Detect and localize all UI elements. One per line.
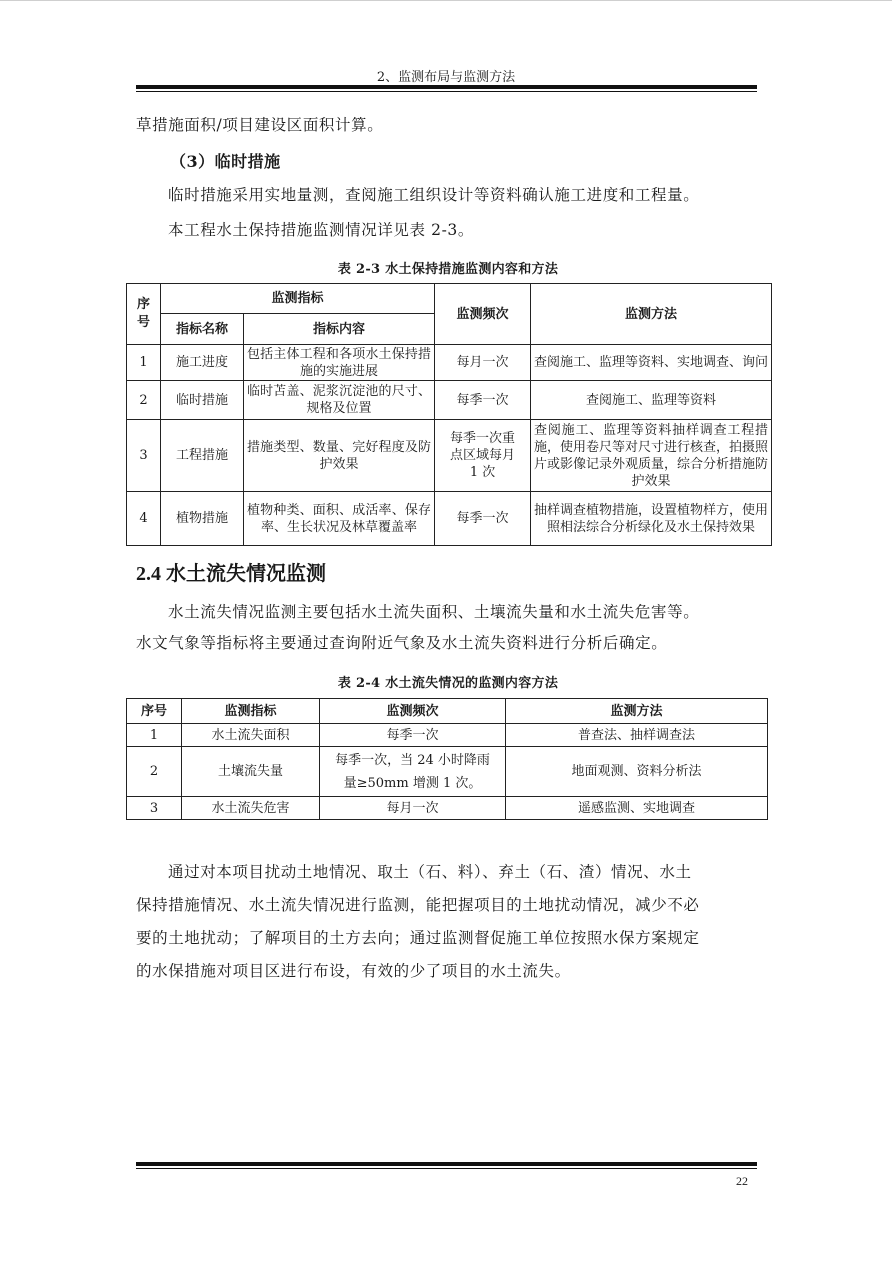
table-2-4-header-indicator: 监测指标	[182, 699, 320, 724]
table-2-3	[126, 283, 772, 546]
subsection-heading: （3）临时措施	[170, 152, 281, 171]
table-2-3-header-indicator-content: 指标内容	[244, 314, 435, 345]
header-rule-thick	[136, 85, 757, 89]
table-2-4-header-frequency: 监测频次	[320, 699, 506, 724]
table-2-4-caption: 表 2-4 水土流失情况的监测内容方法	[337, 676, 559, 691]
paragraph-1: 草措施面积/项目建设区面积计算。	[136, 116, 384, 134]
table-row: 2 临时措施 临时苫盖、泥浆沉淀池的尺寸、规格及位置 每季一次 查阅施工、监理等资料	[127, 381, 772, 420]
table-row: 3 水土流失危害 每月一次 遥感监测、实地调查	[127, 797, 768, 820]
table-2-4	[126, 698, 768, 820]
table-2-3-header-indicator: 监测指标	[161, 284, 435, 314]
table-2-4-header-no: 序号	[127, 699, 182, 724]
paragraph-5: 通过对本项目扰动土地情况、取土（石、料）、弃土（石、渣）情况、水土 保持措施情况、水土流失情况进行监测，能把握项目的土地扰动情况，减少不必 要的土地扰动；了解项目的土方去向；通过监测督促施工单位按照水保方案规定 的水保措施对项目区进行布设，有效的少了项目的水土流失。	[136, 863, 700, 980]
table-2-3-header-method: 监测方法	[531, 284, 772, 345]
table-2-3-header-indicator-name: 指标名称	[161, 314, 244, 345]
running-head: 2、监测布局与监测方法	[376, 70, 516, 85]
paragraph-3: 本工程水土保持措施监测情况详见表 2-3。	[168, 221, 474, 239]
footer-rule-thin	[136, 1168, 757, 1169]
table-2-4-header-method: 监测方法	[506, 699, 768, 724]
table-2-3-caption: 表 2-3 水土保持措施监测内容和方法	[337, 262, 559, 277]
footer-rule-thick	[136, 1162, 757, 1166]
table-row: 4 植物措施 植物种类、面积、成活率、保存率、生长状况及林草覆盖率 每季一次 抽样调查植物措施，设置植物样方，使用照相法综合分析绿化及水土保持效果	[127, 492, 772, 546]
header-rule-thin	[136, 91, 757, 92]
table-2-3-header-no: 序号	[127, 284, 161, 345]
table-row: 1 水土流失面积 每季一次 普查法、抽样调查法	[127, 724, 768, 747]
table-row: 3 工程措施 措施类型、数量、完好程度及防护效果 每季一次重点区域每月 1 次 查阅施工、监理等资料抽样调查工程措施，使用卷尺等对尺寸进行核查，拍摄照片或影像记录外观质量，综合分析措施防护效果	[127, 420, 772, 492]
page-top-border	[0, 0, 892, 1]
paragraph-2: 临时措施采用实地量测，查阅施工组织设计等资料确认施工进度和工程量。	[168, 186, 700, 204]
table-2-3-header-frequency: 监测频次	[435, 284, 531, 345]
page-number: 22	[736, 1174, 748, 1188]
table-row: 2 土壤流失量 每季一次，当 24 小时降雨量≥50mm 增测 1 次。 地面观测、资料分析法	[127, 747, 768, 797]
paragraph-4: 水土流失情况监测主要包括水土流失面积、土壤流失量和水土流失危害等。 水文气象等指标将主要通过查询附近气象及水土流失资料进行分析后确定。	[136, 603, 700, 652]
section-heading: 2.4 水土流失情况监测	[136, 563, 326, 585]
table-row: 1 施工进度 包括主体工程和各项水土保持措施的实施进展 每月一次 查阅施工、监理等资料、实地调查、询问	[127, 345, 772, 381]
